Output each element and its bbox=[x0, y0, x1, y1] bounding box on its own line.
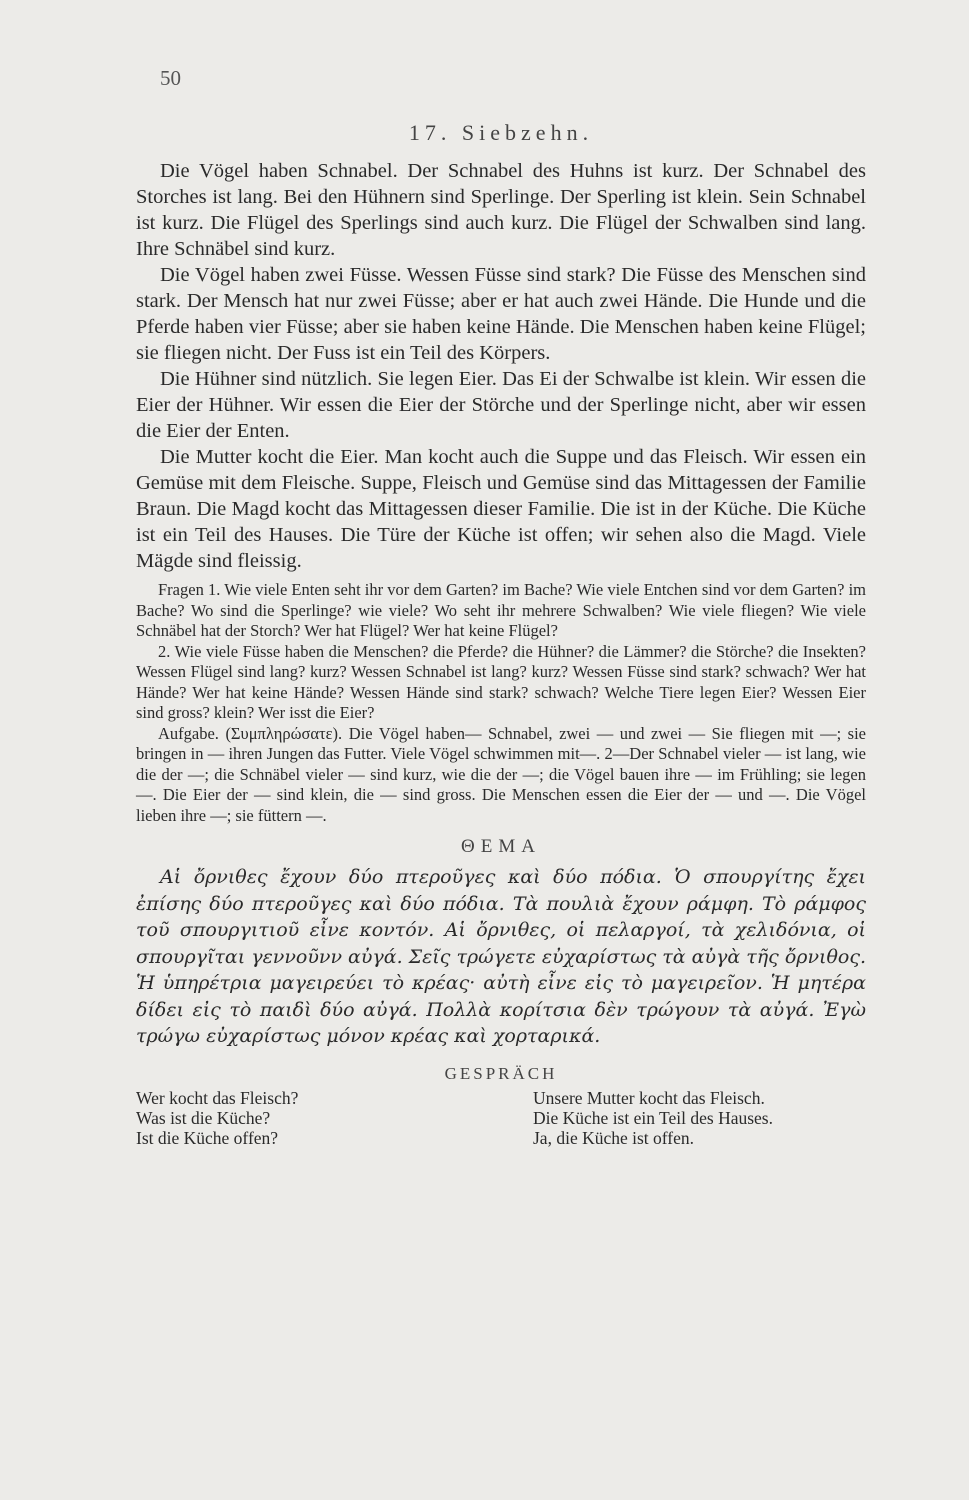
thema-title: ΘΕΜΑ bbox=[461, 836, 541, 857]
dialog-table bbox=[136, 1088, 866, 1148]
gespraech-title: GESPRÄCH bbox=[444, 1063, 558, 1083]
dialog-question: Wer kocht das Fleisch? bbox=[136, 1087, 299, 1108]
greek-paragraph: Αἱ ὄρνιθες ἔχουν δύο πτεροῦγες καὶ δύο πόδια. Ὁ σπουργίτης ἔχει ἐπίσης δύο πτεροῦγες καὶ δύο πόδια. Τὰ πουλιὰ ἔχουν ράμφη. Τὸ ράμφος τοῦ σπουργιτιοῦ εἶνε κοντόν. Αἱ ὄρνιθες, οἱ πελαργοί, τὰ χελιδόνια, οἱ σπουργῖται γεννοῦνν αὐγά. Σεῖς τρώγετε εὐχαρίστως τὰ αὐγὰ τῆς ὄρνιθος. Ἡ ὑπηρέτρια μαγειρεύει τὸ κρέας· αὐτὴ εἶνε εἰς τὸ μαγειρεῖον. Ἡ μητέρα δίδει εἰς τὸ παιδὶ δύο αὐγά. Πολλὰ κορίτσια δὲν τρώγουν τὰ αὐγά. Ἐγὼ τρώγω εὐχαρίστως μόνον κρέας καὶ χορταρικά. bbox=[136, 866, 867, 1047]
lesson-title: 17. Siebzehn. bbox=[408, 120, 594, 145]
greek-translation-exercise bbox=[136, 864, 866, 1050]
paragraph: Die Mutter kocht die Eier. Man kocht auch die Suppe und das Fleisch. Wir essen ein Gemüse mit dem Fleische. Suppe, Fleisch und Gemüse sind das Mittagessen der Familie Braun. Die Magd kocht das Mittagessen dieser Familie. Die ist in der Küche. Die Küche ist ein Teil des Hauses. Die Türe der Küche ist offen; wir sehen also die Magd. Viele Mägde sind fleissig. bbox=[136, 446, 866, 572]
paragraph: Die Vögel haben zwei Füsse. Wessen Füsse sind stark? Die Füsse des Menschen sind stark. Der Mensch hat nur zwei Füsse; aber er hat auch zwei Hände. Die Hunde und die Pferde haben vier Füsse; aber sie haben keine Hände. Die Menschen haben keine Flügel; sie fliegen nicht. Der Fuss ist ein Teil des Körpers. bbox=[136, 264, 866, 364]
reading-text bbox=[136, 158, 866, 574]
dialog-answer: Ja, die Küche ist offen. bbox=[533, 1127, 695, 1148]
paragraph: Die Vögel haben Schnabel. Der Schnabel des Huhns ist kurz. Der Schnabel des Storches ist lang. Bei den Hühnern sind Sperlinge. Der Sperling ist klein. Sein Schnabel ist kurz. Die Flügel des Sperlings sind auch kurz. Die Flügel der Schwalben sind lang. Ihre Schnäbel sind kurz. bbox=[136, 160, 866, 260]
dialog-answer: Unsere Mutter kocht das Fleisch. bbox=[533, 1087, 765, 1108]
dialog-question: Ist die Küche offen? bbox=[136, 1127, 279, 1148]
page-body bbox=[136, 120, 866, 1148]
question-block: Fragen 1. Wie viele Enten seht ihr vor dem Garten? im Bache? Wie viele Entchen sind vor dem Garten? im Bache? Wo sind die Sperlinge? wie viele? Wo seht ihr mehrere Schwalben? Wie viele fliegen? Wie viele Schnäbel hat der Storch? Wer hat Flügel? Wer hat keine Flügel? bbox=[136, 580, 866, 640]
question-block: 2. Wie viele Füsse haben die Menschen? die Pferde? die Hühner? die Lämmer? die Störche? die Insekten? Wessen Flügel sind lang? kurz? Wessen Schnabel ist lang? kurz? Wessen Füsse sind stark? schwach? Wer hat Hände? Wer hat keine Hände? Wessen Hände sind stark? schwach? Welche Tiere legen Eier? Wessen Eier sind gross? klein? Wer isst die Eier? bbox=[136, 641, 866, 722]
exercise-questions bbox=[136, 580, 866, 826]
paragraph: Die Hühner sind nützlich. Sie legen Eier. Das Ei der Schwalbe ist klein. Wir essen die Eier der Hühner. Wir essen die Eier der Störche und der Sperlinge nicht, aber wir essen die Eier der Enten. bbox=[136, 368, 866, 442]
exercise-task: Aufgabe. (Συμπληρώσατε). Die Vögel haben— Schnabel, zwei — und zwei — Sie fliegen mit —; sie bringen in — ihren Jungen das Futter. Viele Vögel schwimmen mit—. 2—Der Schnabel vieler — ist lang, wie die der —; die Schnäbel vieler — sind kurz, wie die der —; die Vögel bauen ihre — im Frühling; sie legen —. Die Eier der — sind klein, die — sind gross. Die Menschen essen die Eier der — und —. Die Vögel lieben ihre —; sie füttern —. bbox=[136, 723, 866, 825]
dialog-question: Was ist die Küche? bbox=[136, 1107, 271, 1128]
page-number: 50 bbox=[160, 66, 181, 90]
dialog-answer: Die Küche ist ein Teil des Hauses. bbox=[533, 1107, 773, 1128]
